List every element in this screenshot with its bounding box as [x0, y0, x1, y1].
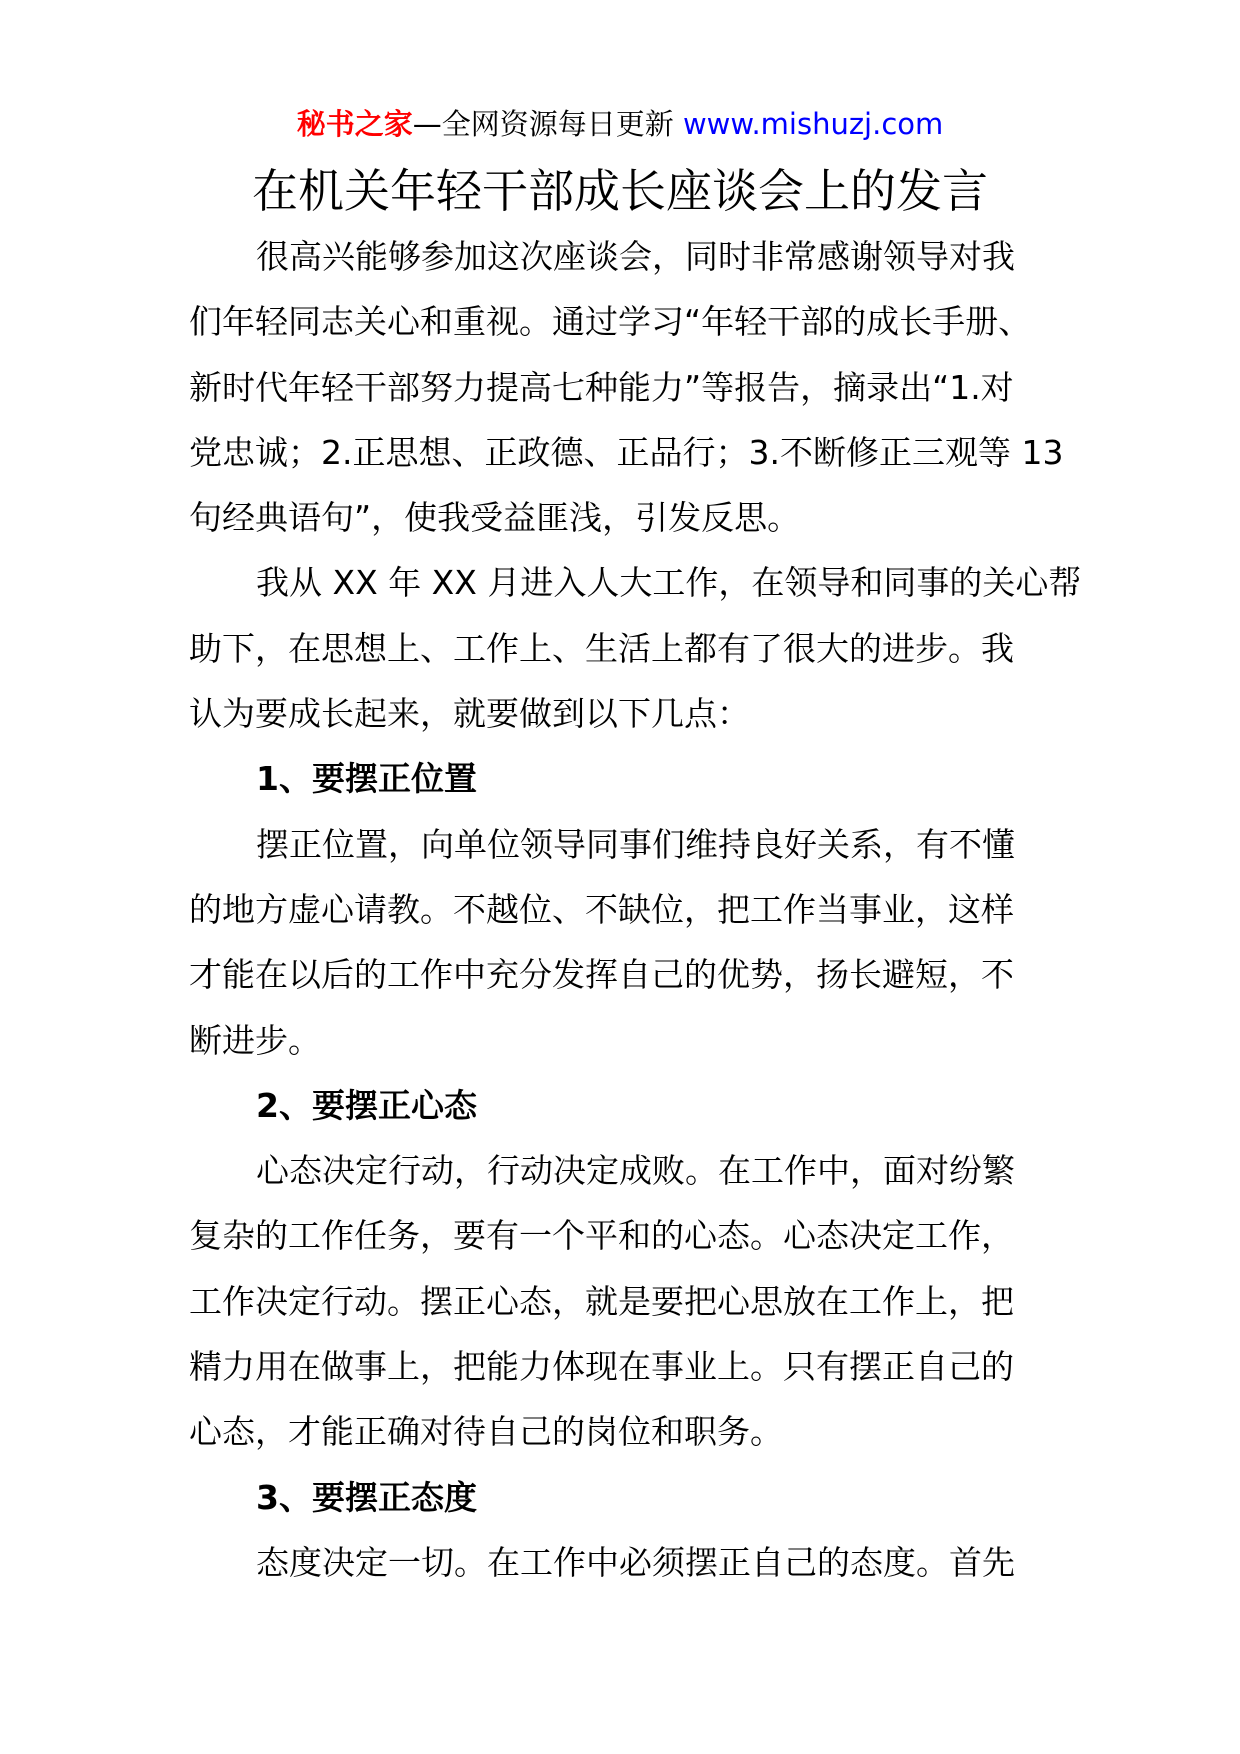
section-1 — [189, 746, 1189, 1072]
document-body — [189, 224, 1189, 1595]
body-line: 的地方虚心请教。不越位、不缺位，把工作当事业，这样 — [189, 889, 1014, 929]
body-line: 断进步。 — [189, 1020, 321, 1060]
body-line: 我从 XX 年 XX 月进入人大工作，在领导和同事的关心帮 — [256, 563, 1082, 603]
body-line: 精力用在做事上，把能力体现在事业上。只有摆正自己的 — [189, 1347, 1014, 1387]
site-tagline: —全网资源每日更新 — [412, 107, 683, 141]
brand-name: 秘书之家 — [296, 107, 413, 141]
body-line: 心态，才能正确对待自己的岗位和职务。 — [189, 1412, 783, 1452]
body-line: 党忠诚；2.正思想、正政德、正品行；3.不断修正三观等 13 — [189, 432, 1064, 472]
body-line: 认为要成长起来，就要做到以下几点： — [189, 694, 750, 734]
site-header — [0, 104, 1240, 144]
intro-paragraph-2 — [189, 550, 1189, 746]
body-line: 句经典语句”，使我受益匪浅，引发反思。 — [189, 498, 801, 538]
body-line: 复杂的工作任务，要有一个平和的心态。心态决定工作， — [189, 1216, 1014, 1256]
body-line: 们年轻同志关心和重视。通过学习“年轻干部的成长手册、 — [189, 302, 1032, 342]
body-line: 助下，在思想上、工作上、生活上都有了很大的进步。我 — [189, 628, 1014, 668]
site-url: www.mishuzj.com — [682, 107, 944, 141]
section-heading: 2、要摆正心态 — [256, 1085, 477, 1125]
body-line: 摆正位置，向单位领导同事们维持良好关系，有不懂 — [256, 824, 1015, 864]
section-heading: 3、要摆正态度 — [256, 1477, 477, 1517]
body-line: 心态决定行动，行动决定成败。在工作中，面对纷繁 — [256, 1151, 1015, 1191]
section-3 — [189, 1465, 1189, 1596]
body-line: 很高兴能够参加这次座谈会，同时非常感谢领导对我 — [256, 237, 1015, 276]
body-line: 态度决定一切。在工作中必须摆正自己的态度。首先 — [256, 1542, 1015, 1582]
section-2 — [189, 1073, 1189, 1465]
body-line: 新时代年轻干部努力提高七种能力”等报告，摘录出“1.对 — [189, 367, 1014, 407]
intro-paragraph-1 — [189, 224, 1189, 550]
document-title: 在机关年轻干部成长座谈会上的发言 — [252, 164, 988, 218]
body-line: 才能在以后的工作中充分发挥自己的优势，扬长避短，不 — [189, 955, 1014, 995]
section-heading: 1、要摆正位置 — [256, 759, 477, 799]
body-line: 工作决定行动。摆正心态，就是要把心思放在工作上，把 — [189, 1281, 1014, 1321]
